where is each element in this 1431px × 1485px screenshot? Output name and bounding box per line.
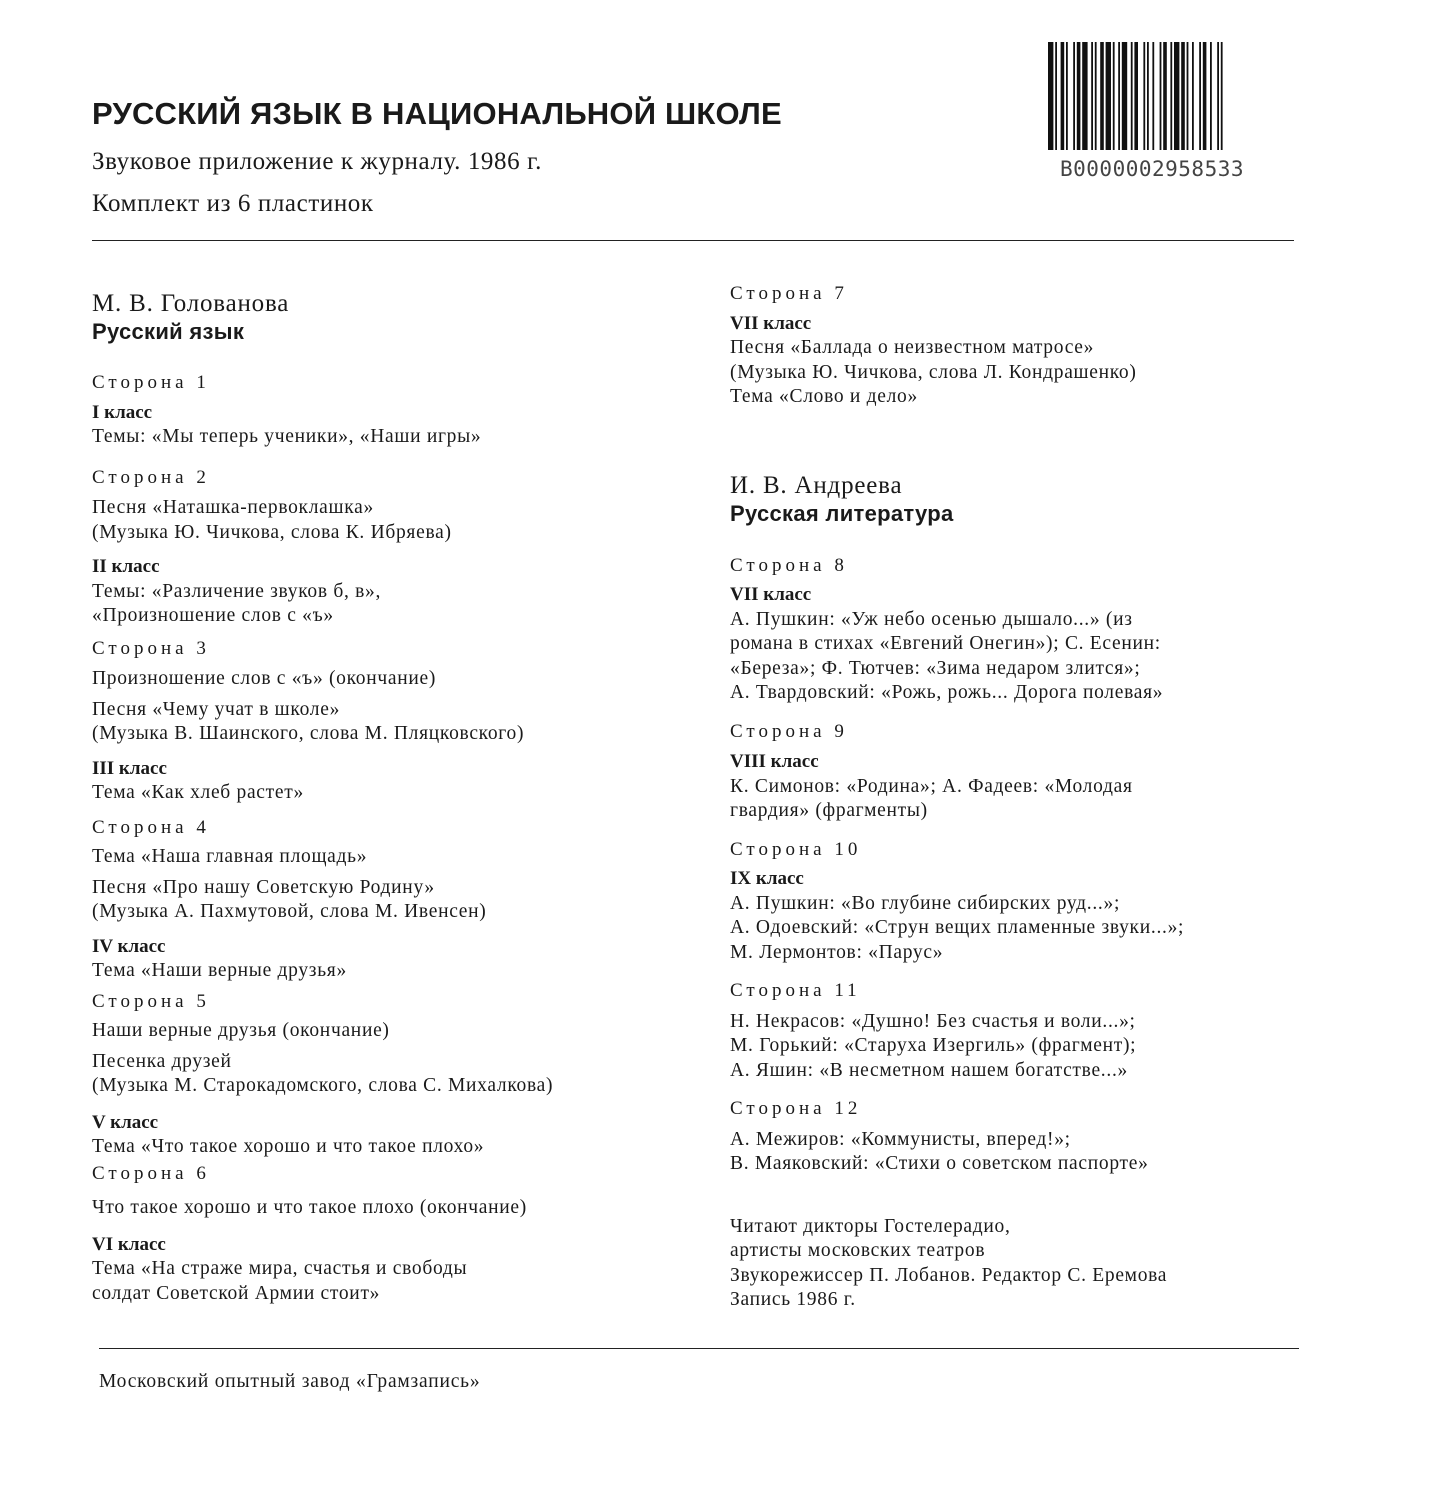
credits-line: Запись 1986 г. xyxy=(730,1289,856,1310)
track-entry: «Береза»; Ф. Тютчев: «Зима недаром злится»; xyxy=(730,657,1141,679)
grade-heading: V класс xyxy=(92,1111,159,1133)
track-entry: (Музыка А. Пахмутовой, слова М. Ивенсен) xyxy=(92,901,487,922)
side-heading: Сторона 2 xyxy=(92,466,210,488)
track-entry: (Музыка М. Старокадомского, слова С. Михалкова) xyxy=(92,1075,554,1096)
set-description: Комплект из 6 пластинок xyxy=(92,190,374,217)
grade-heading: IV класс xyxy=(92,935,166,957)
track-entry: М. Горький: «Старуха Изергиль» (фрагмент); xyxy=(730,1035,1137,1056)
work-title: Русский язык xyxy=(92,319,245,344)
track-entry: Песня «Баллада о неизвестном матросе» xyxy=(730,337,1095,358)
grade-heading: VI класс xyxy=(92,1233,166,1255)
grade-heading: VII класс xyxy=(730,584,812,605)
publisher-footer: Московский опытный завод «Грамзапись» xyxy=(99,1371,481,1392)
track-entry: Тема «Как хлеб растет» xyxy=(92,782,304,803)
side-heading: Сторона 6 xyxy=(92,1162,210,1184)
track-entry: Н. Некрасов: «Душно! Без счастья и воли...»; xyxy=(730,1010,1136,1032)
track-entry: (Музыка Ю. Чичкова, слова Л. Кондрашенко) xyxy=(730,361,1137,383)
track-entry: Песня «Наташка-первоклашка» xyxy=(92,497,374,518)
track-entry: В. Маяковский: «Стихи о советском паспорте» xyxy=(730,1153,1149,1174)
grade-heading: I класс xyxy=(92,401,153,423)
side-heading: Сторона 4 xyxy=(92,816,210,838)
grade-heading: III класс xyxy=(92,757,167,779)
track-entry: А. Одоевский: «Струн вещих пламенные звуки...»; xyxy=(730,917,1185,938)
author-name: М. В. Голованова xyxy=(92,290,290,317)
side-heading: Сторона 5 xyxy=(92,990,210,1012)
track-entry: Тема «На страже мира, счастья и свободы xyxy=(92,1258,468,1279)
side-heading: Сторона 10 xyxy=(730,838,862,860)
track-entry: «Произношение слов с «ъ» xyxy=(92,605,334,626)
track-entry: А. Яшин: «В несметном нашем богатстве...» xyxy=(730,1059,1128,1081)
track-entry: Наши верные друзья (окончание) xyxy=(92,1020,390,1041)
track-entry: Тема «Наши верные друзья» xyxy=(92,960,347,981)
side-heading: Сторона 1 xyxy=(92,372,210,393)
track-entry: (Музыка Ю. Чичкова, слова К. Ибряева) xyxy=(92,521,452,543)
track-entry: Темы: «Различение звуков б, в», xyxy=(92,580,382,602)
track-entry: А. Пушкин: «Во глубине сибирских руд...»; xyxy=(730,892,1121,914)
track-entry: гвардия» (фрагменты) xyxy=(730,800,928,821)
grade-heading: II класс xyxy=(92,556,160,577)
left-column xyxy=(92,290,692,1306)
track-entry: К. Симонов: «Родина»; А. Фадеев: «Молодая xyxy=(730,775,1133,797)
track-entry: Песня «Чему учат в школе» xyxy=(92,698,341,720)
side-heading: Сторона 11 xyxy=(730,980,861,1001)
side-heading: Сторона 9 xyxy=(730,720,848,742)
credits-line: Читают дикторы Гостелерадио, xyxy=(730,1215,1011,1237)
track-entry: А. Твардовский: «Рожь, рожь... Дорога полевая» xyxy=(730,682,1164,703)
track-entry: А. Пушкин: «Уж небо осенью дышало...» (из xyxy=(730,608,1133,630)
track-entry: Что такое хорошо и что такое плохо (окончание) xyxy=(92,1197,527,1218)
track-entry: Тема «Что такое хорошо и что такое плохо» xyxy=(92,1136,485,1157)
grade-heading: VII класс xyxy=(730,312,812,334)
credits-line: Звукорежиссер П. Лобанов. Редактор С. Еремова xyxy=(730,1264,1168,1286)
grade-heading: VIII класс xyxy=(730,751,819,772)
track-entry: солдат Советской Армии стоит» xyxy=(92,1282,381,1304)
side-heading: Сторона 8 xyxy=(730,554,848,576)
header-divider xyxy=(92,240,1294,241)
track-entry: (Музыка В. Шаинского, слова М. Пляцковского) xyxy=(92,723,525,744)
work-title: Русская литература xyxy=(730,500,954,526)
right-column xyxy=(730,282,1320,1313)
track-entry: Произношение слов с «ъ» (окончание) xyxy=(92,668,437,689)
track-entry: романа в стихах «Евгений Онегин»); С. Есенин: xyxy=(730,633,1161,654)
track-entry: М. Лермонтов: «Парус» xyxy=(730,941,944,963)
grade-heading: IX класс xyxy=(730,868,804,889)
track-entry: Темы: «Мы теперь ученики», «Наши игры» xyxy=(92,426,482,447)
track-entry: А. Межиров: «Коммунисты, вперед!»; xyxy=(730,1128,1071,1150)
barcode-number: B0000002958533 xyxy=(1060,157,1245,181)
track-entry: Песня «Про нашу Советскую Родину» xyxy=(92,876,435,898)
page-title: РУССКИЙ ЯЗЫК В НАЦИОНАЛЬНОЙ ШКОЛЕ xyxy=(92,96,782,131)
author-name: И. В. Андреева xyxy=(730,471,903,499)
barcode xyxy=(1046,42,1316,150)
track-entry: Тема «Слово и дело» xyxy=(730,386,918,407)
subtitle: Звуковое приложение к журналу. 1986 г. xyxy=(92,148,542,175)
side-heading: Сторона 12 xyxy=(730,1098,862,1119)
footer-divider xyxy=(99,1348,1299,1349)
side-heading: Сторона 3 xyxy=(92,637,210,659)
side-heading: Сторона 7 xyxy=(730,283,848,304)
track-entry: Песенка друзей xyxy=(92,1050,232,1072)
track-entry: Тема «Наша главная площадь» xyxy=(92,846,368,867)
credits-line: артисты московских театров xyxy=(730,1240,986,1261)
